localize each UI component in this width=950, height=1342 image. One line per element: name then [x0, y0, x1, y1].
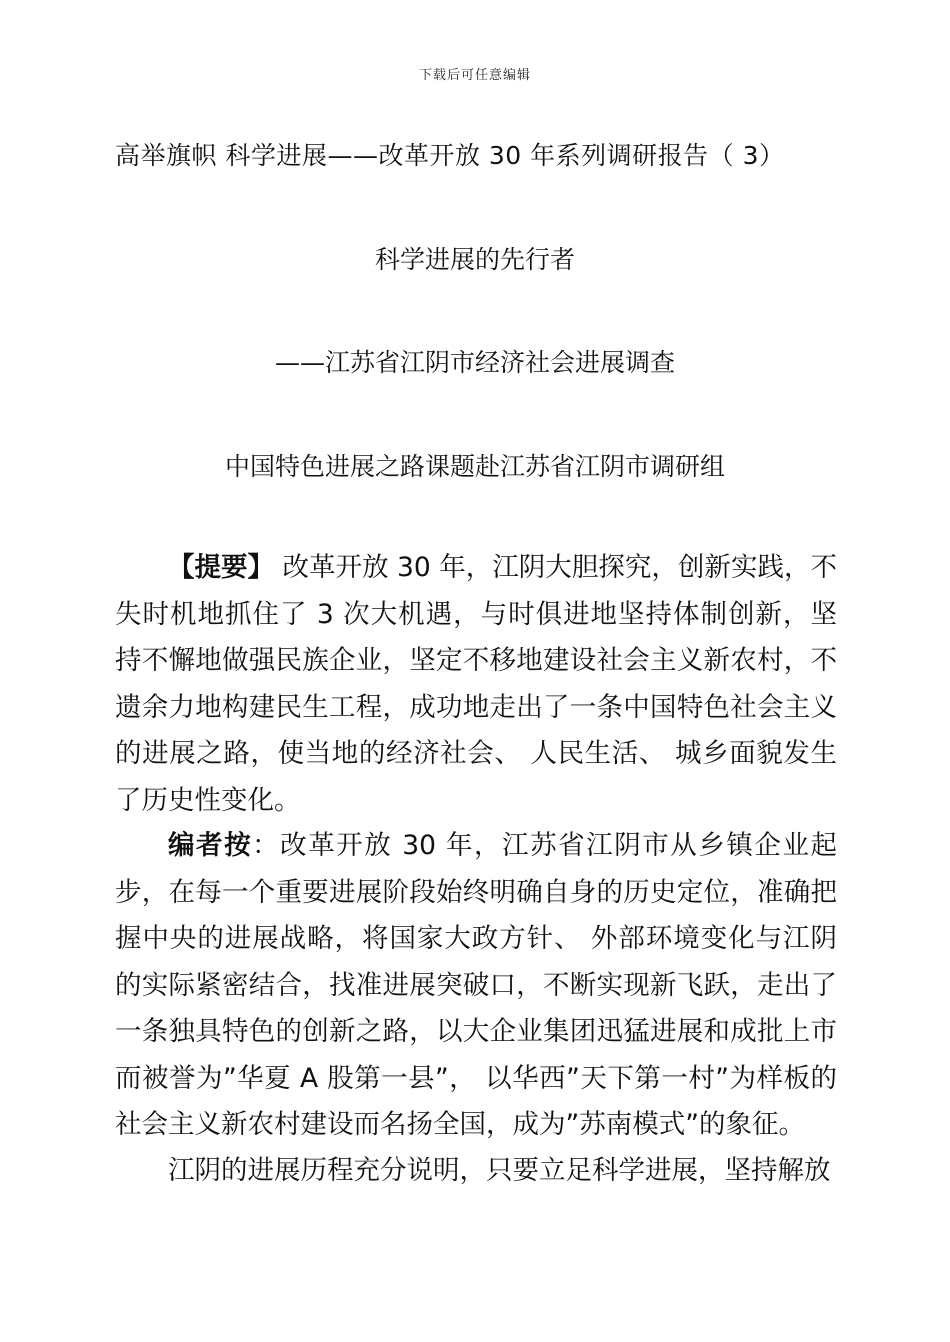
- editor-note-text: ：改革开放 30 年，江苏省江阴市从乡镇企业起步，在每一个重要进展阶段始终明确自身的历史定位，准确把握中央的进展战略，将国家大政方针、 外部环境变化与江阴的实际紧密结合，找准进展突破口，不断实现新飞跃，走出了一条独具特色的创新之路，以大企业集团迅猛进展和成批上市而被誉为”华夏 A 股第一县”， 以华西”天下第一村”为样板的社会主义新农村建设而名扬全国，成为”苏南模式”的象征。: [115, 830, 837, 1140]
- body-paragraph: 江阴的进展历程充分说明，只要立足科学进展，坚持解放: [168, 1155, 831, 1186]
- abstract-label: 【提要】: [168, 552, 275, 583]
- report-subtitle: 科学进展的先行者: [374, 245, 575, 274]
- editor-note-paragraph: [115, 823, 837, 1149]
- abstract-paragraph: [115, 545, 837, 824]
- download-note: 下载后可任意编辑: [418, 68, 531, 83]
- editor-note-label: 编者按: [168, 830, 253, 861]
- abstract-text: 改革开放 30 年，江阴大胆探究，创新实践，不失时机地抓住了 3 次大机遇，与时俱进地坚持体制创新，坚持不懈地做强民族企业，坚定不移地建设社会主义新农村，不遗余力地构建民生工程，成功地走出了一条中国特色社会主义的进展之路，使当地的经济社会、 人民生活、 城乡面貌发生了历史性变化。: [115, 552, 838, 816]
- report-title: 高举旗帜 科学进展——改革开放 30 年系列调研报告（ 3）: [115, 141, 785, 170]
- report-author: 中国特色进展之路课题赴江苏省江阴市调研组: [224, 452, 725, 481]
- report-subtitle-secondary: ——江苏省江阴市经济社会进展调查: [274, 348, 675, 377]
